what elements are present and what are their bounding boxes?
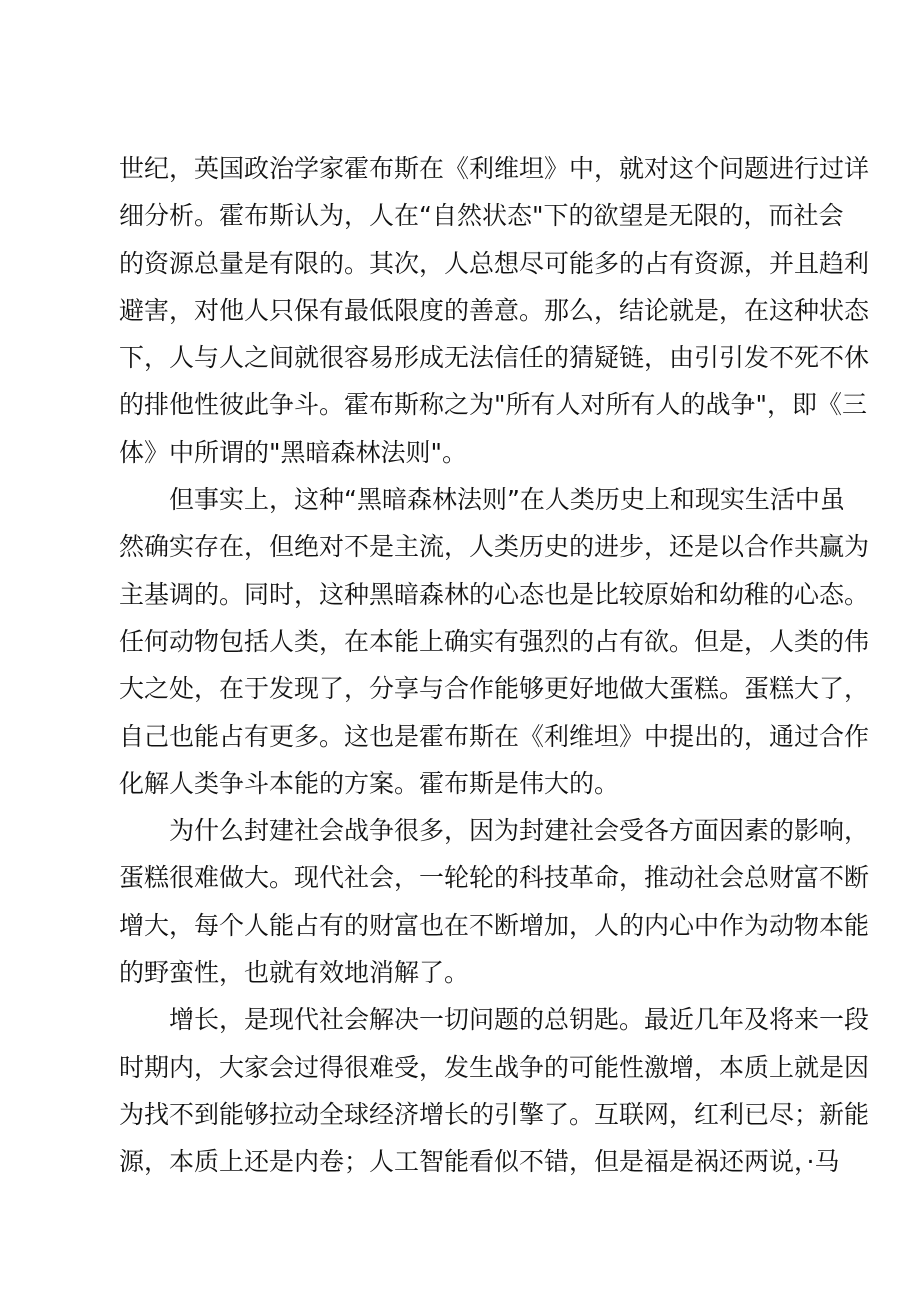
paragraph-2-line-6: 自己也能占有更多。这也是霍布斯在《利维坦》中提出的，通过合作 xyxy=(119,721,870,751)
paragraph-2-line-2: 然确实存在，但绝对不是主流，人类历史的进步，还是以合作共赢为 xyxy=(119,532,870,562)
paragraph-2-line-4: 任何动物包括人类，在本能上确实有强烈的占有欲。但是，人类的伟 xyxy=(119,626,870,656)
paragraph-3-line-1: 为什么封建社会战争很多，因为封建社会受各方面因素的影响， xyxy=(169,816,870,846)
paragraph-2-line-7: 化解人类争斗本能的方案。霍布斯是伟大的。 xyxy=(119,768,620,798)
paragraph-2-line-5: 大之处，在于发现了，分享与合作能够更好地做大蛋糕。蛋糕大了， xyxy=(119,674,870,704)
document-body xyxy=(119,145,870,1186)
paragraph-1-line-6: 的排他性彼此争斗。霍布斯称之为"所有人对所有人的战争"，即《三 xyxy=(119,390,868,420)
paragraph-3-line-3: 增大，每个人能占有的财富也在不断增加，人的内心中作为动物本能 xyxy=(119,910,870,940)
paragraph-4-line-3: 为找不到能够拉动全球经济增长的引擎了。互联网，红利已尽；新能 xyxy=(119,1099,870,1129)
paragraph-1-line-4: 避害，对他人只保有最低限度的善意。那么，结论就是，在这种状态 xyxy=(119,295,870,325)
paragraph-1-line-1: 世纪，英国政治学家霍布斯在《利维坦》中，就对这个问题进行过详 xyxy=(119,154,870,183)
paragraph-4-line-1: 增长，是现代社会解决一切问题的总钥匙。最近几年及将来一段 xyxy=(169,1005,870,1035)
paragraph-1-line-2: 细分析。霍布斯认为，人在“自然状态"下的欲望是无限的，而社会 xyxy=(119,201,844,231)
paragraph-4-line-2: 时期内，大家会过得很难受，发生战争的可能性激增，本质上就是因 xyxy=(119,1052,870,1082)
paragraph-2-line-3: 主基调的。同时，这种黑暗森林的心态也是比较原始和幼稚的心态。 xyxy=(119,579,870,609)
paragraph-4-line-4: 源，本质上还是内卷；人工智能看似不错，但是福是祸还两说，·马 xyxy=(119,1147,840,1177)
paragraph-1-line-3: 的资源总量是有限的。其次，人总想尽可能多的占有资源，并且趋利 xyxy=(119,248,870,278)
paragraph-2-line-1: 但事实上，这种“黑暗森林法则”在人类历史上和现实生活中虽 xyxy=(169,485,845,515)
paragraph-3-line-4: 的野蛮性，也就有效地消解了。 xyxy=(119,958,470,988)
paragraph-1-line-5: 下，人与人之间就很容易形成无法信任的猜疑链，由引引发不死不休 xyxy=(119,343,870,373)
paragraph-3-line-2: 蛋糕很难做大。现代社会，一轮轮的科技革命，推动社会总财富不断 xyxy=(119,863,870,893)
paragraph-1-line-7: 体》中所谓的"黑暗森林法则"。 xyxy=(119,437,467,467)
